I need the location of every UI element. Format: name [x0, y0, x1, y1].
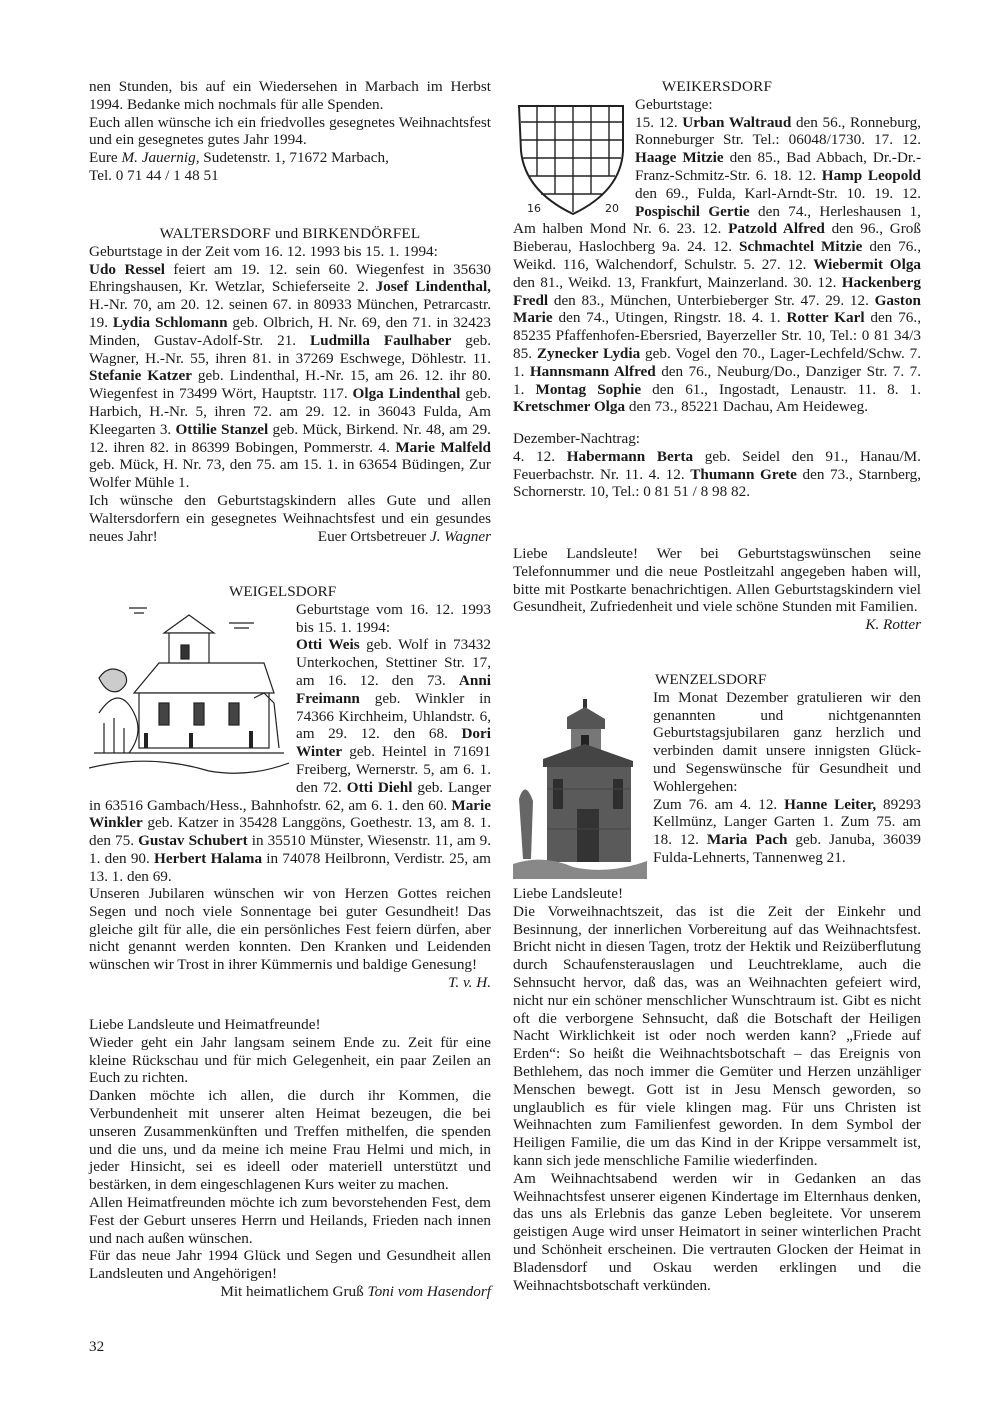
wenzelsdorf-heading: WENZELSDORF: [655, 671, 767, 688]
entry-text: geb. Winkler in 74366 Kirchheim, Uhlandstr. 6, am 29. 12. den 68.: [296, 689, 491, 743]
person-name: Olga Lindenthal: [352, 385, 461, 403]
wenzelsdorf-paragraph-2: Am Weihnachtsabend werden wir in Gedanken an das Weihnachtsfest unserer eigenen Kindertage im Elternhaus denken, das uns als Erlebnis das ganze Leben begleitete. Vor unserem geistigen Auge wird unser Heimatort in seiner winterlichen Pracht und Schönheit erscheinen. Die vertrauten Glocken der Heimat in Bladensdorf und Oskau werden erklingen und die Weihnachtsbotschaft verkünden.: [513, 1169, 921, 1294]
person-name: Gustav Schubert: [138, 832, 248, 850]
person-name: Marie Malfeld: [395, 438, 491, 456]
person-name: Ludmilla Faulhaber: [310, 331, 452, 349]
weigelsdorf-heading: WEIGELSDORF: [229, 583, 337, 600]
person-name: Zynecker Lydia: [536, 344, 641, 362]
hasendorf-paragraph-2: Danken möchte ich allen, die durch ihr Kommen, die Verbundenheit mit unserer alten Heimat bezeugen, die bei unseren Zusammenkünften und Treffen mithelfen, die spenden und die uns, und da meine ich meine Frau Helmi und mich, in jeder Hinsicht, sei es ideell oder materiell unterstützt und bestärken, in dem eingeschlagenen Kurs weiter zu machen.: [89, 1087, 491, 1194]
entry-text: geb. Olbrich, H. Nr. 69, den 71. in 32423 Minden, Gustav-Adolf-Str. 21.: [89, 313, 492, 349]
intro-letter: [89, 78, 491, 185]
person-name: Anni Freimann: [296, 671, 491, 707]
person-name: Hannsmann Alfred: [529, 362, 656, 380]
entry-text: geb. Wagner, H.-Nr. 55, ihren 81. in 37269 Eschwege, Döhlestr. 11.: [89, 331, 491, 367]
crest-label-right: 20: [605, 201, 619, 215]
dezember-nachtrag: [513, 430, 921, 501]
intro-telephone: Tel. 0 71 44 / 1 48 51: [89, 166, 219, 184]
entry-text: Zum 76. am 4. 12.: [653, 795, 785, 813]
person-name: Otti Diehl: [346, 778, 413, 796]
person-name: Thumann Grete: [690, 465, 797, 483]
hasendorf-paragraph-1: Wieder geht ein Jahr langsam seinem Ende zu. Zeit für eine kleine Rückschau und für mich Gelegenheit, ein paar Zeilen an Euch zu richten.: [89, 1033, 491, 1087]
waltersdorf-signature: Euer Ortsbetreuer J. Wagner: [317, 527, 491, 545]
entry-text: den 76., Weikd. 116, Walchendorf, Schulstr. 5. 27. 12.: [513, 238, 921, 273]
chapel-photo: [513, 689, 653, 881]
person-name: Gaston Marie: [513, 291, 921, 327]
person-name: Hackenberg Fredl: [513, 273, 921, 309]
entry-text: den 73., 85221 Dachau, Am Heideweg.: [625, 398, 869, 416]
entry-text: den 56., Ronneburg, Ronneburger Str. Tel.: 06048/1730. 17. 12.: [635, 113, 921, 149]
waltersdorf-intro: Geburtstage in der Zeit vom 16. 12. 1993 bis 15. 1. 1994:: [89, 242, 438, 260]
weigelsdorf-closing: Unseren Jubilaren wünschen wir von Herzen Gottes reichen Segen und noch viele Sonnentage bei guter Gesundheit! Das gleiche gilt für alle, die ein persönliches Fest feiern dürfen, aber nicht genannt werden konnten. Den Kranken und Leidenden wünschen wir Trost in ihrer Kümmernis und baldige Genesung!: [89, 885, 491, 974]
waltersdorf-closing: Ich wünsche den Geburtstagskindern alles Gute und allen Waltersdorfern ein gesegnetes Weihnachtsfest und ein gesundes neues Jahr!: [89, 491, 491, 545]
coat-of-arms: [513, 96, 635, 220]
nachtrag-birthdays: [513, 448, 921, 501]
entry-text: geb. Mück, Birkend. Nr. 48, am 29. 12. ihren 82. in 86399 Bobingen, Pommerstr. 4.: [89, 420, 491, 456]
entry-text: in 35510 Münster, Wiesenstr. 11, am 9. 1. den 90.: [89, 832, 492, 867]
hasendorf-signature: Mit heimatlichem Gruß Toni vom Hasendorf: [220, 1282, 491, 1300]
hasendorf-letter: [89, 1016, 491, 1301]
entry-text: geb. Heintel in 71691 Freiberg, Wernerstr. 5, am 6. 1. den 72.: [296, 743, 491, 796]
entry-text: den 61., Ingostadt, Lenaustr. 11. 8. 1.: [641, 380, 922, 398]
intro-text: nen Stunden, bis auf ein Wiedersehen in Marbach im Herbst 1994. Bedanke mich nochmals für alle Spenden.: [89, 78, 491, 113]
wenzelsdorf-paragraph-1: Die Vorweihnachtszeit, das ist die Zeit der Einkehr und Besinnung, der innerlichen Vorbereitung auf das Weihnachtsfest. Bricht nicht in diesen Tagen, trotz der Hektik und Reizüberflutung durch Schaufensterauslagen und Leuchtreklame, auch die Sehnsucht hervor, daß das, was an Weihnachten gefeiert wird, nicht nur ein schöner menschlicher Wunschtraum ist. Gibt es nicht oft die verborgene Sehnsucht, daß die Botschaft der Heiligen Nacht Wirklichkeit ist oder noch werden kann? „Friede auf Erden“: So heißt die Weihnachtsbotschaft – das Ereignis von Bethlehem, das noch immer die Gemüter und Herzen unzähliger Menschen bewegt. Gott ist in Jesu Mensch geworden, so unglaublich es für viele klingen mag. Für uns Christen ist Weihnachten zum Familienfest geworden. In dem Symbol der Heiligen Familie, die um das Kind in der Krippe versammelt ist, kann sich jede menschliche Familie wiederfinden.: [513, 902, 921, 1169]
entry-text: den 81., Weikd. 13, Frankfurt, Mainzerland. 30. 12.: [513, 273, 842, 291]
entry-text: geb. Wolf in 73432 Unterkochen, Stettiner Str. 17, am 16. 12. den 73.: [296, 636, 491, 689]
weigelsdorf-signature: T. v. H.: [448, 973, 491, 991]
entry-text: den 83., München, Unterbieberger Str. 47. 29. 12.: [548, 291, 875, 309]
entry-text: den 85., Bad Abbach, Dr.-Dr.-Franz-Schmitz-Str. 6. 18. 12.: [635, 149, 921, 184]
nachtrag-heading: Dezember-Nachtrag:: [513, 430, 641, 447]
weigelsdorf-section: [89, 583, 491, 886]
person-name: Hamp Leopold: [821, 166, 921, 184]
entry-text: geb. Harbich, H.-Nr. 5, ihren 72. am 29. 12. in 36043 Fulda, Am Kleegarten 3.: [89, 385, 491, 438]
person-name: Rotter Karl: [786, 309, 865, 327]
wenzelsdorf-greeting: Liebe Landsleute!: [513, 885, 624, 902]
weigelsdorf-closing-block: [89, 885, 491, 992]
entry-text: feiert am 19. 12. sein 60. Wiegenfest in 35630 Ehringshausen, Kr. Wetzlar, Schieferseite 2.: [89, 260, 492, 296]
entry-text: 4. 12.: [513, 447, 567, 465]
rotter-notice: [513, 545, 921, 634]
shield-crest-icon: [513, 96, 631, 218]
weikersdorf-intro: Geburtstage:: [635, 95, 713, 113]
wenzelsdorf-intro: Im Monat Dezember gratulieren wir den genannten und nichtgenannten Geburtstagsjubilaren ganz herzlich und verbinden damit unsere innigsten Glück- und Segenswünsche für Gesundheit und Wohlergehen:: [653, 688, 921, 795]
person-name: Maria Pach: [706, 831, 788, 849]
entry-text: geb. Januba, 36039 Fulda-Lehnerts, Tannenweg 21.: [653, 831, 921, 866]
entry-text: in 74078 Heilbronn, Verdistr. 25, am 13. 1. den 69.: [89, 849, 491, 885]
person-name: Schmachtel Mitzie: [739, 238, 863, 256]
person-name: Kretschmer Olga: [513, 398, 626, 416]
entry-text: den 74., Utingen, Ringstr. 18. 4. 1.: [552, 309, 787, 327]
person-name: Ottilie Stanzel: [175, 420, 269, 438]
entry-text: den 74., Herleshausen 1, Am halben Mond Nr. 6. 23. 12.: [513, 202, 921, 238]
waltersdorf-section: [89, 225, 491, 545]
intro-signature: Eure M. Jauernig, Sudetenstr. 1, 71672 Marbach,: [89, 149, 389, 167]
entry-text: den 76., Neuburg/Do., Danziger Str. 7. 7. 1.: [513, 362, 922, 398]
waltersdorf-birthdays: [89, 261, 491, 492]
person-name: Herbert Halama: [154, 849, 263, 867]
entry-text: den 73., Starnberg, Schornerstr. 10, Tel.: 0 81 51 / 8 98 82.: [513, 465, 922, 501]
crest-label-left: 16: [527, 201, 541, 215]
person-name: Wiebermit Olga: [813, 255, 922, 273]
wenzelsdorf-letter: [513, 885, 921, 1294]
entry-text: geb. Lindenthal, H.-Nr. 15, am 26. 12. ihr 80. Wiegenfest in 73499 Wört, Hauptstr. 117.: [89, 367, 492, 403]
entry-text: geb. Vogel den 70., Lager-Lechfeld/Schw. 7. 1.: [513, 344, 922, 380]
hasendorf-greeting: Liebe Landsleute und Heimatfreunde!: [89, 1016, 321, 1033]
person-name: Patzold Alfred: [728, 220, 825, 238]
person-name: Udo Ressel: [89, 260, 165, 278]
person-name: Urban Waltraud: [682, 113, 792, 131]
person-name: Josef Lindenthal,: [375, 278, 491, 296]
entry-text: geb. Seidel den 91., Hanau/M. Feuerbachstr. Nr. 11. 4. 12.: [513, 447, 921, 483]
person-name: Otti Weis: [296, 636, 360, 654]
church-illustration: [89, 603, 294, 781]
rotter-signature: K. Rotter: [865, 616, 921, 634]
person-name: Dori Winter: [296, 725, 491, 761]
person-name: Montag Sophie: [535, 380, 642, 398]
chapel-photo-icon: [513, 689, 647, 879]
person-name: Hanne Leiter,: [784, 795, 884, 813]
hasendorf-paragraph-4: Für das neue Jahr 1994 Glück und Segen und Gesundheit allen Landsleuten und Angehörigen!: [89, 1247, 491, 1283]
church-drawing-icon: [89, 603, 289, 779]
weikersdorf-heading: WEIKERSDORF: [661, 78, 773, 95]
person-name: Marie Winkler: [89, 796, 491, 832]
wenzelsdorf-section: [513, 671, 921, 881]
person-name: Stefanie Katzer: [89, 367, 192, 385]
entry-text: geb. Langer in 63516 Gambach/Hess., Bahnhofstr. 62, am 6. 1. den 60.: [89, 778, 492, 814]
entry-text: den 69., Fulda, Karl-Arndt-Str. 10. 19. 12.: [635, 184, 921, 202]
page-number: 32: [89, 1338, 105, 1355]
entry-text: den 76., 85235 Pfaffenhofen-Ebersried, Bayerzeller Str. 10, Tel.: 0 81 34/3 85.: [513, 309, 921, 362]
entry-text: geb. Katzer in 35428 Langgöns, Goethestr. 13, am 8. 1. den 75.: [89, 814, 491, 850]
rotter-closing: Liebe Landsleute! Wer bei Geburtstagswünschen seine Telefonnummer und die neue Postleitzahl angegeben haben will, bitte mit Postkarte benachrichtigen. Allen Geburtstagskindern viel Gesundheit, Zufriedenheit und viele schöne Stunden mit Familien.: [513, 545, 921, 616]
weigelsdorf-intro: Geburtstage vom 16. 12. 1993 bis 15. 1. 1994:: [296, 600, 491, 636]
weikersdorf-section: [513, 78, 921, 416]
waltersdorf-heading: WALTERSDORF und BIRKENDÖRFEL: [159, 225, 421, 242]
person-name: Haage Mitzie: [635, 149, 724, 167]
person-name: Lydia Schlomann: [112, 313, 228, 331]
hasendorf-paragraph-3: Allen Heimatfreunden möchte ich zum bevorstehenden Fest, dem Fest der Geburt unseres Herrn und Heilands, Frieden nach innen und nach außen wünschen.: [89, 1193, 491, 1247]
entry-text: den 96., Groß Bieberau, Haslochberg 9a. 24. 12.: [513, 220, 921, 256]
entry-text: geb. Mück, H. Nr. 73, den 75. am 15. 1. in 63654 Büdingen, Zur Wolfer Mühle 1.: [89, 456, 491, 492]
entry-text: H.-Nr. 70, am 20. 12. seinen 67. in 80933 München, Petrarcastr. 19.: [89, 296, 491, 331]
entry-text: 89293 Kellmünz, Langer Garten 1. Zum 75. am 18. 12.: [653, 795, 921, 849]
entry-text: 15. 12.: [635, 113, 683, 131]
intro-text-2: Euch allen wünsche ich ein friedvolles gesegnetes Weihnachtsfest und ein gesegnetes gutes Jahr 1994.: [89, 113, 491, 149]
person-name: Habermann Berta: [566, 447, 694, 465]
person-name: Pospischil Gertie: [635, 202, 750, 220]
